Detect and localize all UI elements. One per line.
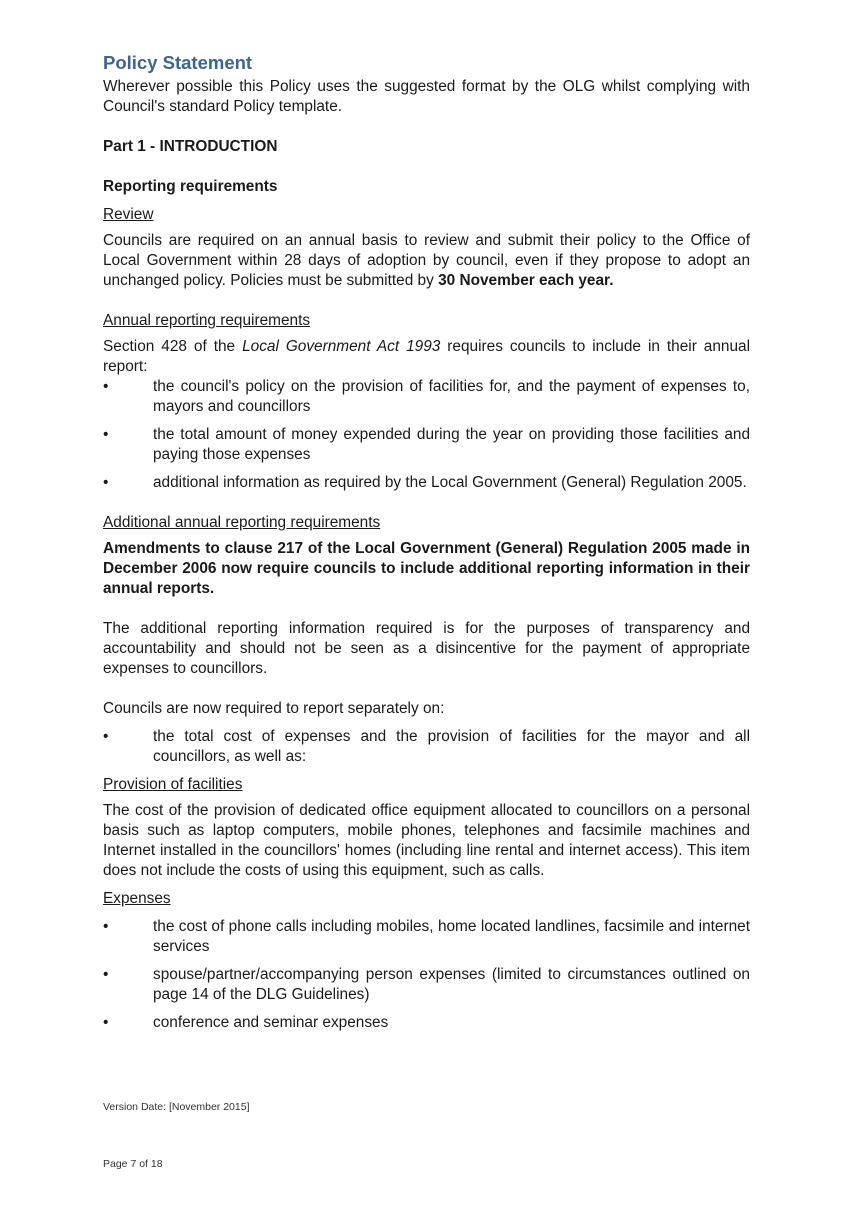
annual-text-b: requires councils to include in their annual report: (103, 338, 750, 375)
reporting-heading: Reporting requirements (103, 178, 278, 195)
list-item: • additional information as required by the Local Government (General) Regulation 2005. (103, 473, 750, 493)
review-heading: Review (103, 206, 154, 223)
review-deadline: 30 November each year. (438, 272, 614, 289)
facilities-paragraph: The cost of the provision of dedicated office equipment allocated to councillors on a personal basis such as laptop computers, mobile phones, telephones and facsimile machines and Internet installed in the councillors' homes (including line rental and internet access). This item does not include the costs of using this equipment, such as calls. (103, 802, 750, 879)
expenses-heading: Expenses (103, 890, 171, 907)
list-item: • the total amount of money expended during the year on providing those facilities and paying those expenses (103, 425, 750, 465)
list-item: • the cost of phone calls including mobiles, home located landlines, facsimile and internet services (103, 917, 750, 957)
annual-text-a: Section 428 of the (103, 338, 243, 355)
review-paragraph (103, 231, 750, 291)
annual-paragraph (103, 337, 750, 377)
list-item: • conference and seminar expenses (103, 1013, 750, 1033)
footer-version-date: Version Date: [November 2015] (103, 1101, 250, 1113)
list-item: • the total cost of expenses and the provision of facilities for the mayor and all councillors, as well as: (103, 727, 750, 767)
annual-act-name: Local Government Act 1993 (242, 338, 441, 355)
facilities-heading: Provision of facilities (103, 776, 243, 793)
document-body (103, 52, 750, 1033)
intro-paragraph: Wherever possible this Policy uses the suggested format by the OLG whilst complying with Council's standard Policy template. (103, 78, 750, 115)
list-item: • the council's policy on the provision of facilities for, and the payment of expenses to, mayors and councillors (103, 377, 750, 417)
list-item: • spouse/partner/accompanying person expenses (limited to circumstances outlined on page 14 of the DLG Guidelines) (103, 965, 750, 1005)
separately-bullet-list (103, 727, 750, 767)
additional-bold-paragraph: Amendments to clause 217 of the Local Government (General) Regulation 2005 made in December 2006 now require councils to include additional reporting information in their annual reports. (103, 540, 750, 597)
annual-heading: Annual reporting requirements (103, 312, 311, 329)
review-text: Councils are required on an annual basis to review and submit their policy to the Office of Local Government within 28 days of adoption by council, even if they propose to adopt an unchanged policy. Policies must be submitted by (103, 232, 750, 289)
page-title: Policy Statement (103, 52, 253, 73)
expenses-bullet-list (103, 917, 750, 1033)
part1-heading: Part 1 - INTRODUCTION (103, 138, 278, 155)
footer-page-number: Page 7 of 18 (103, 1158, 163, 1170)
annual-bullet-list (103, 377, 750, 493)
additional-paragraph: The additional reporting information required is for the purposes of transparency and accountability and should not be seen as a disincentive for the payment of appropriate expenses to councillors. (103, 620, 750, 677)
separately-paragraph: Councils are now required to report separately on: (103, 700, 445, 717)
additional-heading: Additional annual reporting requirements (103, 514, 381, 531)
